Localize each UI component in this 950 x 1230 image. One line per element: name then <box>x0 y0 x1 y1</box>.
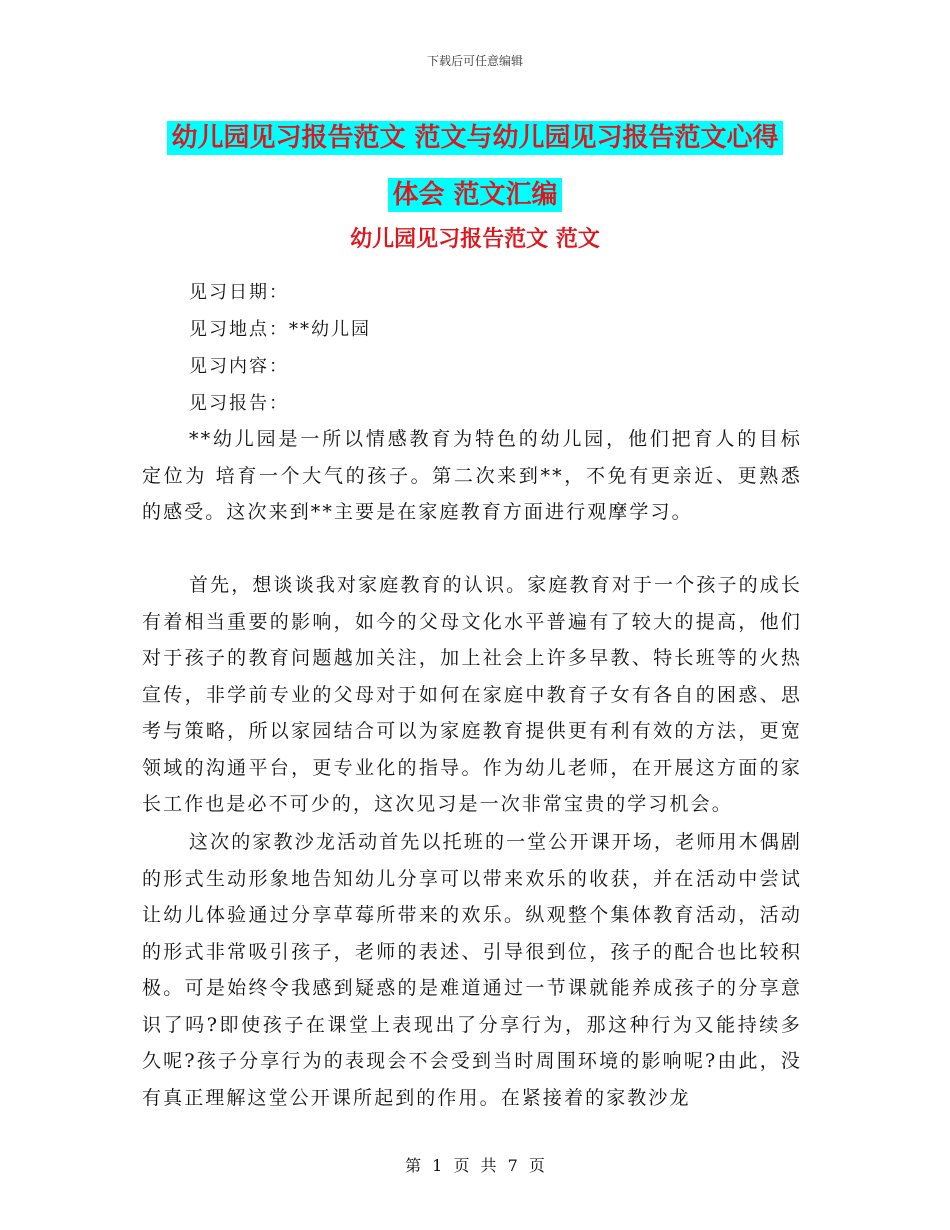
section-title: 幼儿园见习报告范文 范文 <box>350 226 600 252</box>
document-title <box>140 110 810 224</box>
paragraph-3: 这次的家教沙龙活动首先以托班的一堂公开课开场，老师用木偶剧的形式生动形象地告知幼儿分享可以带来欢乐的收获，并在活动中尝试让幼儿体验通过分享草莓所带来的欢乐。纵观整个集体教育活动，活动的形式非常吸引孩子，老师的表述、引导很到位，孩子的配合也比较积极。可是始终令我感到疑惑的是难道通过一节课就能养成孩子的分享意识了吗?即使孩子在课堂上表现出了分享行为，那这种行为又能持续多久呢?孩子分享行为的表现会不会受到当时周围环境的影响呢?由此，没有真正理解这堂公开课所起到的作用。在紧接着的家教沙龙 <box>142 831 802 1109</box>
document-title-line-2: 体会 范文汇编 <box>388 178 561 212</box>
header-note: 下载后可任意编辑 <box>426 54 523 68</box>
meta-place: 见习地点：**幼儿园 <box>189 319 371 340</box>
paragraph-2: 首先，想谈谈我对家庭教育的认识。家庭教育对于一个孩子的成长有着相当重要的影响，如今的父母文化水平普遍有了较大的提高，他们对于孩子的教育问题越加关注，加上社会上许多早教、特长班等的火热宣传，非学前专业的父母对于如何在家庭中教育子女有各自的困惑、思考与策略，所以家园结合可以为家庭教育提供更有利有效的方法，更宽领域的沟通平台，更专业化的指导。作为幼儿老师，在开展这方面的家长工作也是必不可少的，这次见习是一次非常宝贵的学习机会。 <box>142 574 802 815</box>
document-title-line-1: 幼儿园见习报告范文 范文与幼儿园见习报告范文心得 <box>167 121 782 155</box>
meta-content: 见习内容： <box>189 356 289 377</box>
page-footer: 第 1 页 共 7 页 <box>405 1156 545 1175</box>
meta-report: 见习报告： <box>189 393 289 414</box>
meta-date: 见习日期： <box>189 282 289 303</box>
paragraph-1: **幼儿园是一所以情感教育为特色的幼儿园，他们把育人的目标定位为 培育一个大气的孩子。第二次来到**，不免有更亲近、更熟悉的感受。这次来到**主要是在家庭教育方面进行观摩学习。 <box>142 428 802 523</box>
